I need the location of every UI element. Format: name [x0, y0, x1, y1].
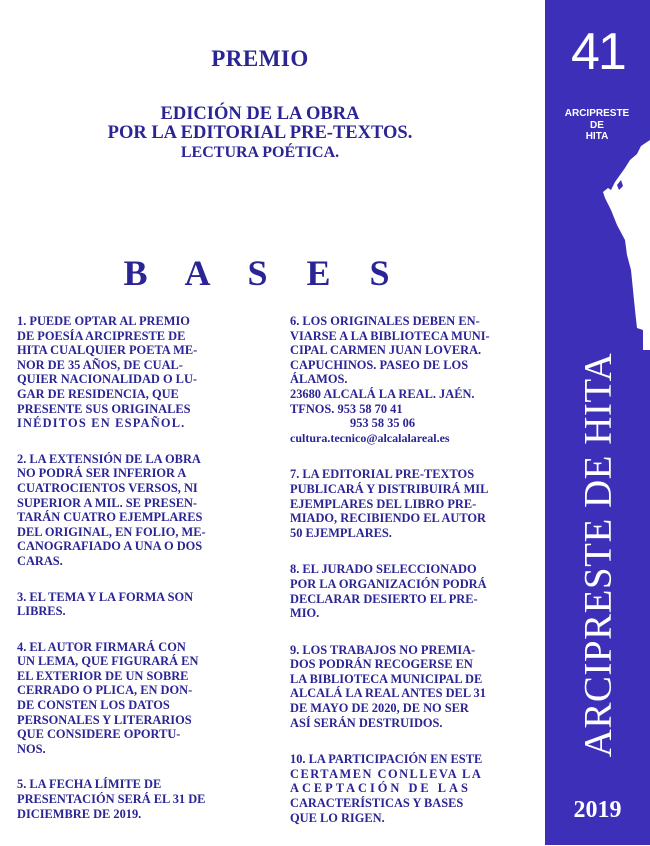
text-line: DOS PODRÁN RECOGERSE EN [290, 657, 473, 672]
text-line: CUATROCIENTOS VERSOS, NI [17, 480, 198, 495]
edicion-line-2: POR LA EDITORIAL PRE-TEXTOS. [107, 123, 413, 143]
text-line: ALCALÁ LA REAL ANTES DEL 31 [290, 686, 486, 701]
text-line: EJEMPLARES DEL LIBRO PRE- [290, 496, 477, 511]
base-7 [290, 467, 510, 540]
text-line: NOR DE 35 AÑOS, DE CUAL- [17, 357, 183, 372]
text-line: PRESENTE SUS ORIGINALES [17, 401, 191, 416]
email-link[interactable]: cultura.tecnico@alcalalareal.es [290, 430, 450, 445]
text-line: MIADO, RECIBIENDO EL AUTOR [290, 511, 486, 526]
text-line: QUE LO RIGEN. [290, 810, 385, 825]
text-line: SUPERIOR A MIL. SE PRESEN- [17, 495, 198, 510]
logo-text-line: ARCIPRESTE [564, 108, 630, 119]
base-9 [290, 643, 510, 731]
text-line: LIBRES. [17, 604, 66, 619]
text-line: PERSONALES Y LITERARIOS [17, 712, 192, 727]
text-line: DEL ORIGINAL, EN FOLIO, ME- [17, 524, 206, 539]
base-8 [290, 562, 510, 620]
base-1 [17, 314, 224, 431]
text-line: VIARSE A LA BIBLIOTECA MUNI- [290, 328, 490, 343]
text-line: POR LA ORGANIZACIÓN PODRÁ [290, 576, 487, 591]
premio-heading: PREMIO [211, 46, 309, 71]
text-line: CERRADO O PLICA, EN DON- [17, 683, 193, 698]
arcipreste-logo [551, 108, 643, 143]
logo-text-line: DE [590, 119, 604, 131]
text-line: CARAS. [17, 553, 63, 568]
text-line: GAR DE RESIDENCIA, QUE [17, 386, 179, 401]
text-line: NO PODRÁ SER INFERIOR A [17, 466, 187, 481]
text-line: PRESENTACIÓN SERÁ EL 31 DE [17, 792, 206, 807]
text-line: CERTAMEN CONLLEVA LA [290, 766, 483, 781]
text-line: 7. LA EDITORIAL PRE-TEXTOS [290, 467, 475, 482]
text-line: ACEPTACIÓN DE LAS [290, 781, 471, 796]
text-line: ASÍ SERÁN DESTRUIDOS. [290, 715, 443, 730]
text-line: CIPAL CARMEN JUAN LOVERA. [290, 343, 482, 358]
text-line: 5. LA FECHA LÍMITE DE [17, 777, 162, 792]
text-line: 9. LOS TRABAJOS NO PREMIA- [290, 642, 476, 657]
base-3 [17, 590, 224, 619]
text-line: NOS. [17, 741, 46, 756]
text-line: 8. EL JURADO SELECCIONADO [290, 562, 477, 577]
text-line: PUBLICARÁ Y DISTRIBUIRÁ MIL [290, 481, 489, 496]
phone-line: TFNOS. 953 58 70 41 [290, 401, 403, 416]
text-line: 10. LA PARTICIPACIÓN EN ESTE [290, 752, 483, 767]
text-line: INÉDITOS EN ESPAÑOL. [17, 416, 186, 431]
castle-silhouette-icon [545, 140, 650, 350]
phone-line: 953 58 35 06 [350, 416, 416, 431]
base-4 [17, 640, 224, 757]
edicion-heading [0, 105, 520, 162]
edicion-line-3: LECTURA POÉTICA. [180, 144, 340, 161]
text-line: 1. PUEDE OPTAR AL PREMIO [17, 314, 190, 328]
text-line: TARÁN CUATRO EJEMPLARES [17, 510, 203, 525]
text-line: CANOGRAFIADO A UNA O DOS [17, 539, 203, 554]
text-line: MIO. [290, 606, 320, 621]
year-label: 2019 [573, 797, 622, 823]
text-line: DE MAYO DE 2020, DE NO SER [290, 701, 469, 716]
text-line: 50 EJEMPLARES. [290, 525, 392, 540]
text-line: EL EXTERIOR DE UN SOBRE [17, 668, 189, 683]
base-2 [17, 452, 224, 569]
text-line: QUIER NACIONALIDAD O LU- [17, 372, 198, 387]
edicion-line-1: EDICIÓN DE LA OBRA [160, 104, 360, 124]
text-line: 3. EL TEMA Y LA FORMA SON [17, 589, 194, 604]
text-line: 2. LA EXTENSIÓN DE LA OBRA [17, 451, 201, 466]
text-line: DICIEMBRE DE 2019. [17, 806, 142, 821]
text-line: DECLARAR DESIERTO EL PRE- [290, 591, 478, 606]
address-line: 23680 ALCALÁ LA REAL. JAÉN. [290, 386, 475, 401]
bases-title: B A S E S [123, 253, 405, 293]
bases-right-column [290, 314, 510, 846]
vertical-title: ARCIPRESTE DE HITA [576, 352, 620, 758]
text-line: 4. EL AUTOR FIRMARÁ CON [17, 639, 186, 654]
text-line: 6. LOS ORIGINALES DEBEN EN- [290, 314, 480, 328]
logo-text-line: HITA [585, 131, 609, 142]
bases-left-column [17, 314, 224, 842]
text-line: ÁLAMOS. [290, 372, 348, 387]
base-10 [290, 752, 510, 825]
text-line: CAPUCHINOS. PASEO DE LOS [290, 357, 469, 372]
text-line: DE CONSTEN LOS DATOS [17, 698, 170, 713]
text-line: UN LEMA, QUE FIGURARÁ EN [17, 654, 199, 669]
text-line: CARACTERÍSTICAS Y BASES [290, 796, 464, 811]
text-line: LA BIBLIOTECA MUNICIPAL DE [290, 671, 483, 686]
text-line: DE POESÍA ARCIPRESTE DE [17, 328, 186, 343]
base-6 [290, 314, 510, 445]
text-line: HITA CUALQUIER POETA ME- [17, 343, 198, 358]
edition-number: 41 [571, 23, 625, 81]
base-5 [17, 777, 224, 821]
sidebar [545, 0, 650, 845]
text-line: QUE CONSIDERE OPORTU- [17, 727, 181, 742]
